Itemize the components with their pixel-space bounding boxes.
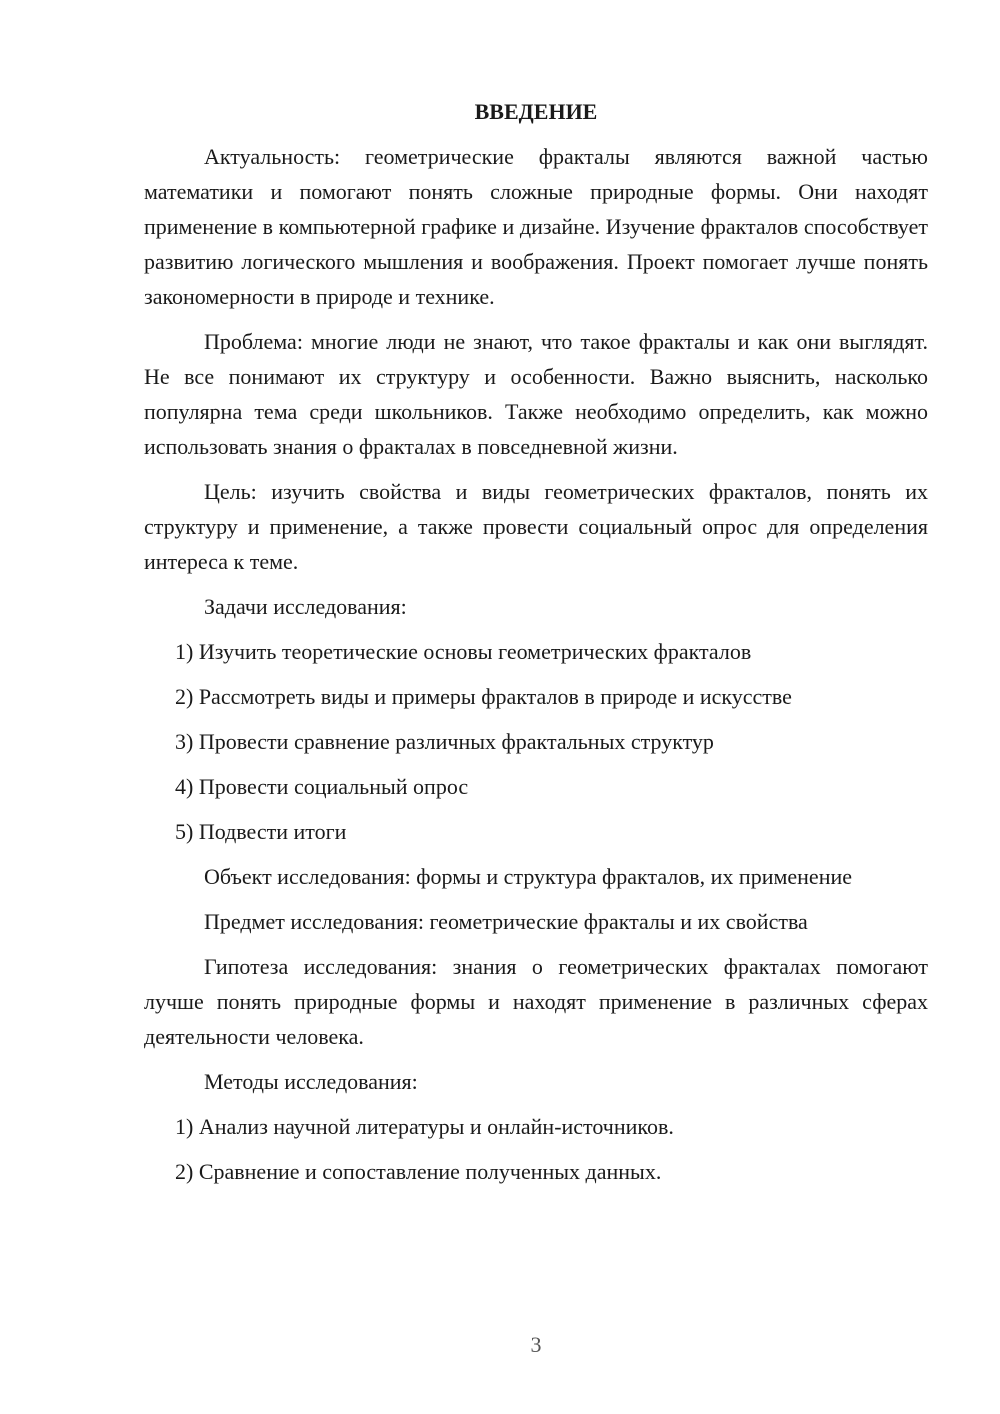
methods-heading: Методы исследования: [204,1069,418,1094]
page-content [144,94,928,1199]
hypothesis-paragraph: Гипотеза исследования: знания о геометрических фракталах помогают лучше понять природные формы и находят применение в различных сферах деятельности человека. [144,954,928,1049]
task-item-2: 2) Рассмотреть виды и примеры фракталов в природе и искусстве [175,684,792,709]
relevance-paragraph: Актуальность: геометрические фракталы являются важной частью математики и помогают понять сложные природные формы. Они находят применение в компьютерной графике и дизайне. Изучение фракталов способствует развитию логического мышления и воображения. Проект помогает лучше понять закономерности в природе и технике. [144,144,928,309]
task-item-4: 4) Провести социальный опрос [175,774,469,799]
task-item-1: 1) Изучить теоретические основы геометрических фракталов [175,639,752,664]
goal-paragraph: Цель: изучить свойства и виды геометрических фракталов, понять их структуру и применение, а также провести социальный опрос для определения интереса к теме. [144,479,928,574]
method-item-2: 2) Сравнение и сопоставление полученных данных. [175,1159,662,1184]
subject-paragraph: Предмет исследования: геометрические фракталы и их свойства [204,909,808,934]
problem-paragraph: Проблема: многие люди не знают, что такое фракталы и как они выглядят. Не все понимают их структуру и особенности. Важно выяснить, насколько популярна тема среди школьников. Также необходимо определить, как можно использовать знания о фракталах в повседневной жизни. [144,329,928,459]
task-item-5: 5) Подвести итоги [175,819,347,844]
task-item-3: 3) Провести сравнение различных фрактальных структур [175,729,714,754]
tasks-heading: Задачи исследования: [204,594,407,619]
method-item-1: 1) Анализ научной литературы и онлайн-источников. [175,1114,674,1139]
section-title: ВВЕДЕНИЕ [474,99,598,124]
page-number: 3 [530,1332,542,1357]
object-paragraph: Объект исследования: формы и структура фракталов, их применение [204,864,853,889]
